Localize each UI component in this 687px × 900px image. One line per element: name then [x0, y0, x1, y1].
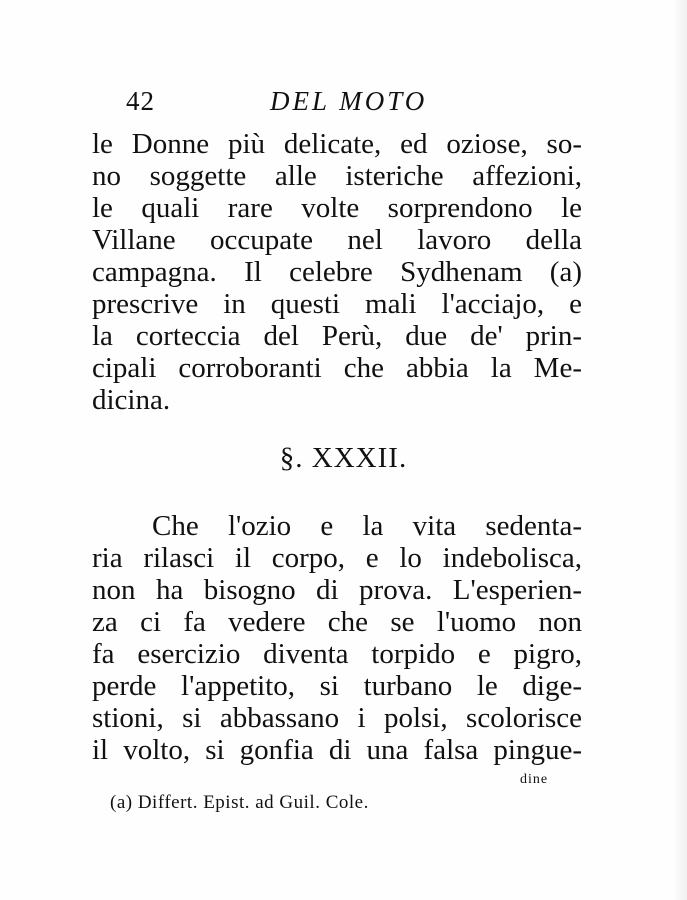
paragraph-1: [92, 128, 582, 416]
footnote: (a) Differt. Epist. ad Guil. Cole.: [110, 792, 369, 813]
text-line: za ci fa vedere che se l'uomo non: [92, 606, 582, 638]
text-line: Villane occupate nel lavoro della: [92, 224, 582, 256]
running-title: DEL MOTO: [270, 86, 428, 116]
section-heading: §. XXXII.: [279, 442, 408, 474]
text-line: il volto, si gonfia di una falsa pingue-: [92, 734, 582, 766]
text-line: ria rilasci il corpo, e lo indebolisca,: [92, 542, 582, 574]
text-line: stioni, si abbassano i polsi, scolorisce: [92, 702, 582, 734]
text-line: dicina.: [92, 384, 171, 416]
text-line: le quali rare volte sorprendono le: [92, 192, 582, 224]
text-line: Che l'ozio e la vita sedenta-: [152, 510, 582, 542]
text-line: fa esercizio diventa torpido e pigro,: [92, 638, 582, 670]
paragraph-2: [92, 510, 582, 766]
catchword: dine: [520, 772, 549, 787]
page-number: 42: [126, 86, 155, 116]
text-line: prescrive in questi mali l'acciajo, e: [92, 288, 582, 320]
text-line: non ha bisogno di prova. L'esperien-: [92, 574, 582, 606]
text-line: perde l'appetito, si turbano le dige-: [92, 670, 582, 702]
text-line: le Donne più delicate, ed oziose, so-: [92, 128, 582, 160]
page-header: [120, 86, 580, 122]
text-line: campagna. Il celebre Sydhenam (a): [92, 256, 582, 288]
text-line: no soggette alle isteriche affezioni,: [92, 160, 582, 192]
text-line: cipali corroboranti che abbia la Me-: [92, 352, 582, 384]
text-line: la corteccia del Perù, due de' prin-: [92, 320, 582, 352]
